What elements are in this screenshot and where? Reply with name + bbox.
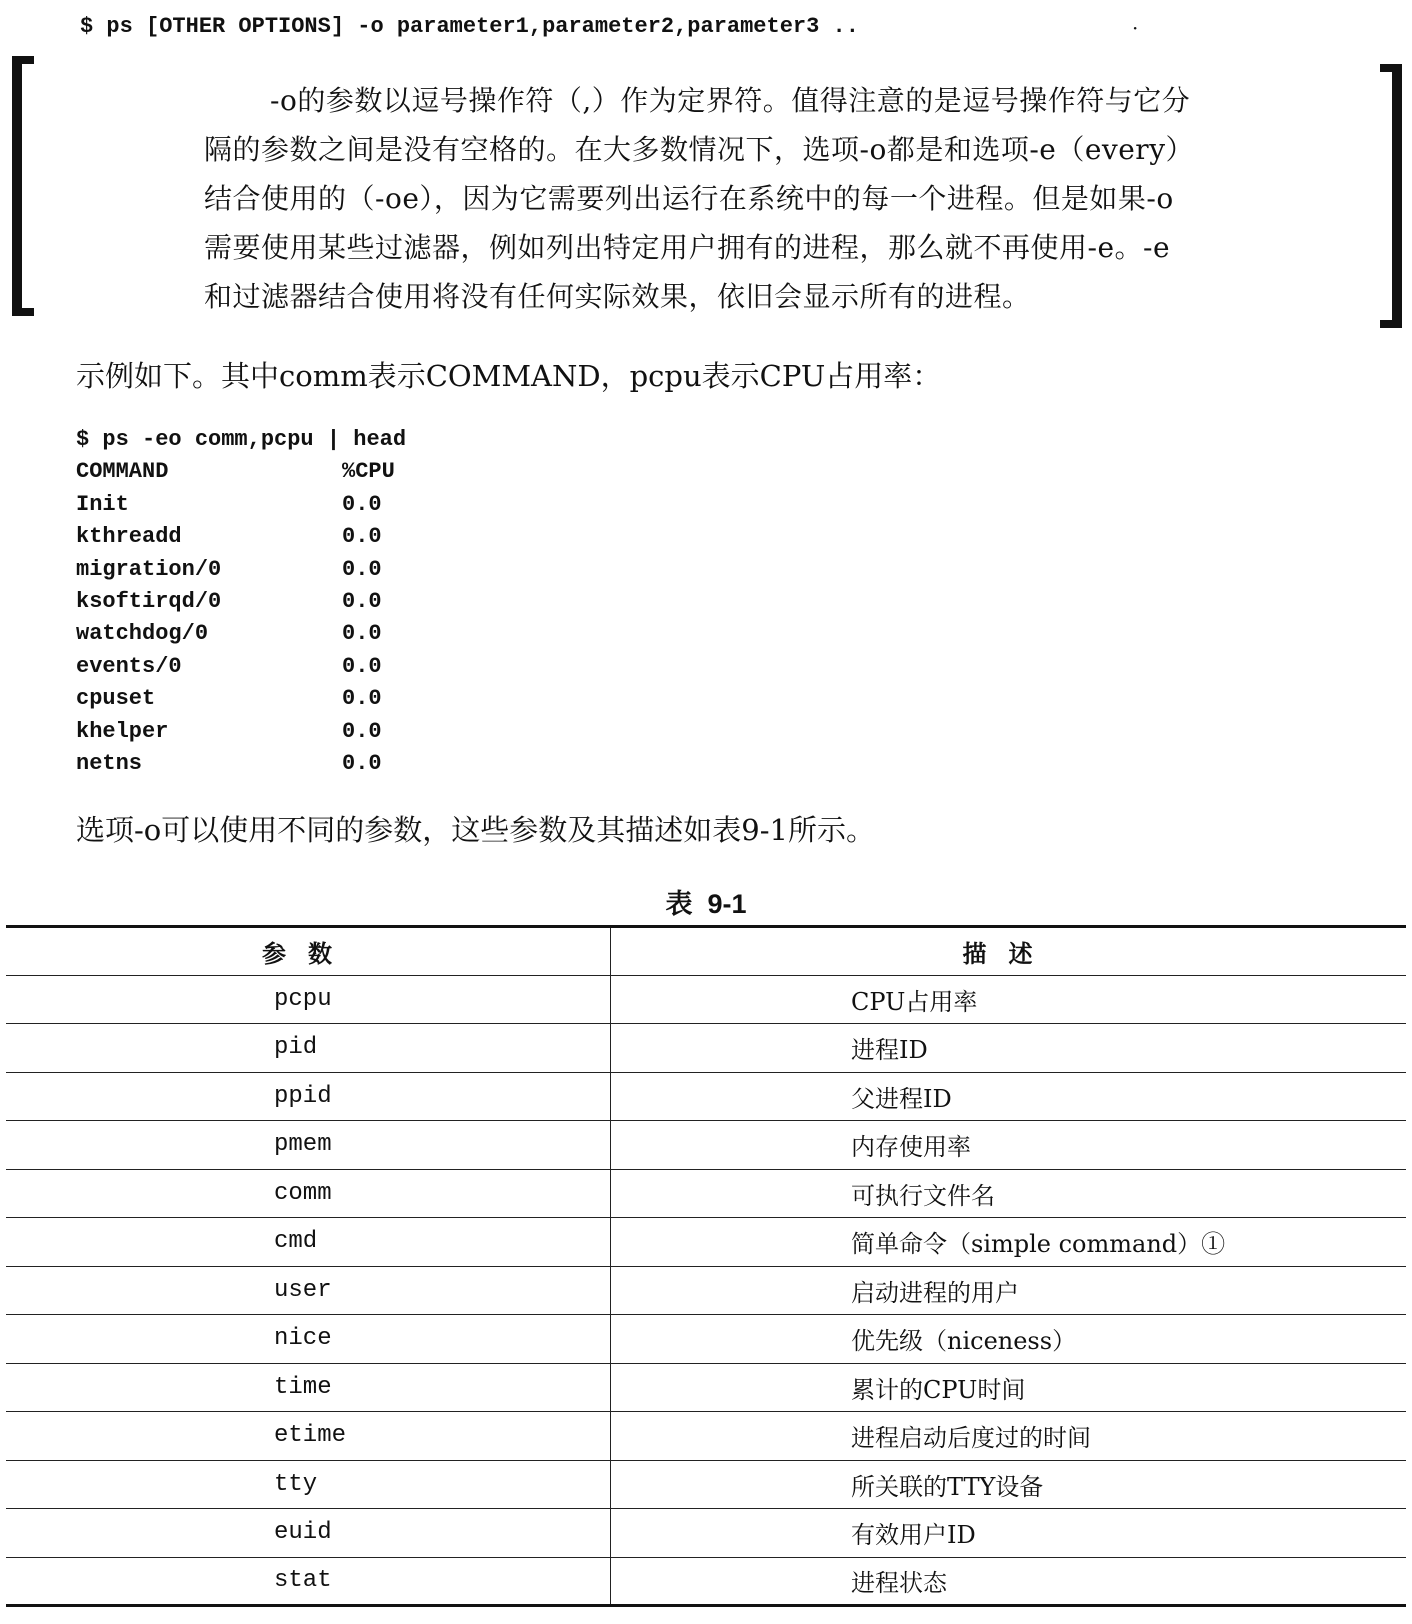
output-cpu: 0.0 xyxy=(342,751,382,777)
output-command: watchdog/0 xyxy=(76,621,209,647)
note-bracket-left xyxy=(12,56,34,316)
desc-cell: 进程状态 xyxy=(611,1557,1407,1606)
output-header-row xyxy=(76,456,406,488)
output-cpu: 0.0 xyxy=(342,621,382,647)
desc-cell: 简单命令（simple command）① xyxy=(611,1218,1407,1267)
param-cell: user xyxy=(6,1266,611,1315)
table-row xyxy=(6,1072,1406,1121)
output-row xyxy=(76,521,406,553)
header-parameter: 参数 xyxy=(6,927,611,976)
note-line: 结合使用的（-oe），因为它需要列出运行在系统中的每一个进程。但是如果-o xyxy=(204,182,1174,215)
table-row xyxy=(6,1218,1406,1267)
output-row xyxy=(76,716,406,748)
output-row xyxy=(76,618,406,650)
table-row xyxy=(6,975,1406,1024)
output-row xyxy=(76,651,406,683)
table-row xyxy=(6,1412,1406,1461)
parameters-table xyxy=(6,925,1406,1607)
example-intro: 示例如下。其中comm表示COMMAND，pcpu表示CPU占用率： xyxy=(76,359,942,393)
table-row xyxy=(6,1460,1406,1509)
desc-cell: CPU占用率 xyxy=(611,975,1407,1024)
output-header-cpu: %CPU xyxy=(342,459,395,485)
note-line: 需要使用某些过滤器，例如列出特定用户拥有的进程，那么就不再使用-e。-e xyxy=(204,231,1171,264)
param-cell: pid xyxy=(6,1024,611,1073)
table-row xyxy=(6,1169,1406,1218)
table-row xyxy=(6,1024,1406,1073)
output-cpu: 0.0 xyxy=(342,653,382,679)
output-command: Init xyxy=(76,491,129,517)
param-cell: nice xyxy=(6,1315,611,1364)
desc-cell: 进程启动后度过的时间 xyxy=(611,1412,1407,1461)
output-command: ksoftirqd/0 xyxy=(76,589,222,615)
note-text xyxy=(204,76,1379,321)
table-row xyxy=(6,1363,1406,1412)
param-cell: tty xyxy=(6,1460,611,1509)
table-caption: 表 9-1 xyxy=(665,889,747,919)
table-row xyxy=(6,1266,1406,1315)
table-row xyxy=(6,1557,1406,1606)
header-description: 描述 xyxy=(611,927,1407,976)
output-command: events/0 xyxy=(76,653,182,679)
note-line: 和过滤器结合使用将没有任何实际效果，依旧会显示所有的进程。 xyxy=(204,280,1031,313)
param-cell: ppid xyxy=(6,1072,611,1121)
stray-dot: · xyxy=(1132,16,1139,40)
output-cpu: 0.0 xyxy=(342,524,382,550)
output-cpu: 0.0 xyxy=(342,491,382,517)
output-cpu: 0.0 xyxy=(342,556,382,582)
output-command: khelper xyxy=(76,718,169,744)
desc-cell: 进程ID xyxy=(611,1024,1407,1073)
note-bracket-right xyxy=(1380,64,1402,328)
output-row xyxy=(76,683,406,715)
output-command: kthreadd xyxy=(76,524,182,550)
param-cell: stat xyxy=(6,1557,611,1606)
output-row xyxy=(76,489,406,521)
output-row xyxy=(76,586,406,618)
param-cell: pmem xyxy=(6,1121,611,1170)
table-row xyxy=(6,1315,1406,1364)
table-row xyxy=(6,1121,1406,1170)
desc-cell: 有效用户ID xyxy=(611,1509,1407,1558)
output-command: migration/0 xyxy=(76,556,222,582)
output-row xyxy=(76,554,406,586)
param-cell: euid xyxy=(6,1509,611,1558)
param-cell: etime xyxy=(6,1412,611,1461)
param-cell: time xyxy=(6,1363,611,1412)
desc-cell: 父进程ID xyxy=(611,1072,1407,1121)
options-intro: 选项-o可以使用不同的参数，这些参数及其描述如表9-1所示。 xyxy=(76,813,875,847)
command-syntax: $ ps [OTHER OPTIONS] -o parameter1,parameter2,parameter3 .. xyxy=(80,14,859,39)
example-output-block xyxy=(76,424,406,780)
desc-cell: 优先级（niceness） xyxy=(611,1315,1407,1364)
desc-cell: 内存使用率 xyxy=(611,1121,1407,1170)
table-header-row xyxy=(6,927,1406,976)
note-line: 隔的参数之间是没有空格的。在大多数情况下，选项-o都是和选项-e（every） xyxy=(204,133,1195,166)
param-cell: pcpu xyxy=(6,975,611,1024)
desc-cell: 所关联的TTY设备 xyxy=(611,1460,1407,1509)
table-row xyxy=(6,1509,1406,1558)
output-header-command: COMMAND xyxy=(76,459,169,485)
desc-cell: 累计的CPU时间 xyxy=(611,1363,1407,1412)
output-command: cpuset xyxy=(76,686,156,712)
desc-cell: 可执行文件名 xyxy=(611,1169,1407,1218)
output-row xyxy=(76,748,406,780)
output-cpu: 0.0 xyxy=(342,686,382,712)
param-cell: comm xyxy=(6,1169,611,1218)
output-cpu: 0.0 xyxy=(342,589,382,615)
param-cell: cmd xyxy=(6,1218,611,1267)
note-line: -o的参数以逗号操作符（,）作为定界符。值得注意的是逗号操作符与它分 xyxy=(270,84,1191,117)
note-box xyxy=(12,56,1402,328)
example-command: $ ps -eo comm,pcpu | head xyxy=(76,427,407,452)
output-cpu: 0.0 xyxy=(342,718,382,744)
output-command: netns xyxy=(76,751,143,777)
desc-cell: 启动进程的用户 xyxy=(611,1266,1407,1315)
